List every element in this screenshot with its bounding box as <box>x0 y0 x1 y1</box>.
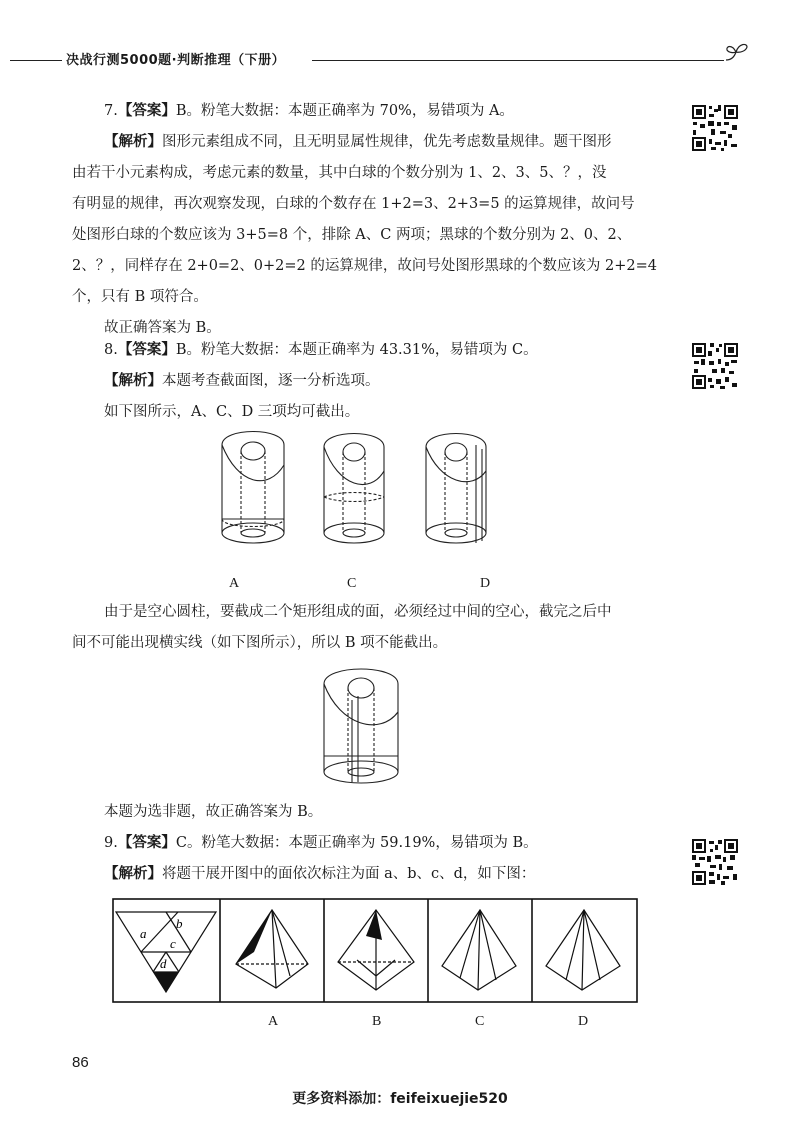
q7-analysis-line-5: 2、？，同样存在 2+0=2、0+2=2 的运算规律，故问号处图形黑球的个数应该为 2+2=4 <box>72 258 657 274</box>
cylinder-figure-a <box>222 432 284 544</box>
q7-analysis-line-3: 有明显的规律，再次观察发现，白球的个数存在 1+2=3、2+3=5 的运算规律，故问号 <box>72 196 635 212</box>
net-label-d: d <box>160 956 167 971</box>
qr-code-icon <box>691 104 739 152</box>
figure-label-c: C <box>347 576 357 591</box>
q7-answer-line <box>104 103 514 119</box>
pyramid-option-c <box>442 910 516 990</box>
q8-number: 8. <box>104 342 118 358</box>
option-label-c: C <box>475 1014 485 1029</box>
qr-code-icon <box>691 342 739 390</box>
q8-figure-caption: 如下图所示，A、C、D 三项均可截出。 <box>104 404 360 420</box>
q9-answer-text: C。粉笔大数据：本题正确率为 59.19%，易错项为 B。 <box>175 835 538 851</box>
cylinder-figure-d <box>426 434 486 544</box>
sprout-icon <box>722 38 752 64</box>
q7-conclusion: 故正确答案为 B。 <box>104 320 221 336</box>
cylinder-figure-c <box>324 434 384 544</box>
figure-label-a: A <box>229 576 240 591</box>
net-black-face <box>153 972 179 992</box>
running-header: 决战行测5000题·判断推理（下册） <box>66 53 286 68</box>
q7-answer-text: B。粉笔大数据：本题正确率为 70%，易错项为 A。 <box>175 103 514 119</box>
q9-analysis-text: 将题干展开图中的面依次标注为面 a、b、c、d，如下图： <box>162 866 536 882</box>
q7-analysis-line-6: 个，只有 B 项符合。 <box>72 289 208 305</box>
q8-analysis-text: 本题考查截面图，逐一分析选项。 <box>162 373 380 389</box>
figure-label-d: D <box>480 576 491 591</box>
page-number: 86 <box>72 1054 89 1071</box>
q8-analysis-tag: 【解析】 <box>104 373 162 389</box>
q7-analysis-line-4: 处图形白球的个数应该为 3+5=8 个，排除 A、C 两项；黑球的个数分别为 2、0、2、 <box>72 227 632 243</box>
header-rule-left <box>10 60 62 61</box>
q7-analysis-text: 图形元素组成不同，且无明显属性规律，优先考虑数量规律。题干图形 <box>162 134 612 150</box>
q9-analysis-tag: 【解析】 <box>104 866 162 882</box>
q8-explain-line-2: 间不可能出现横实线（如下图所示），所以 B 项不能截出。 <box>72 635 448 651</box>
net-label-c: c <box>170 936 176 951</box>
q8-answer-tag: 【答案】 <box>117 342 176 358</box>
q9-analysis-line <box>104 866 535 882</box>
q9-answer-line <box>104 835 538 851</box>
pyramid-option-d <box>546 910 620 990</box>
q9-number: 9. <box>104 835 118 851</box>
q8-cylinder-figures <box>208 425 528 585</box>
q7-analysis-line-2: 由若干小元素构成，考虑元素的数量，其中白球的个数分别为 1、2、3、5、？，没 <box>72 165 607 181</box>
q8-answer-text: B。粉笔大数据：本题正确率为 43.31%，易错项为 C。 <box>175 342 538 358</box>
q8-conclusion: 本题为选非题，故正确答案为 B。 <box>104 804 323 820</box>
net-label-a: a <box>140 926 147 941</box>
q7-answer-tag: 【答案】 <box>117 103 176 119</box>
qr-code-icon <box>691 838 739 886</box>
q8-explain-line-1: 由于是空心圆柱，要截成二个矩形组成的面，必须经过中间的空心，截完之后中 <box>104 604 612 620</box>
q8-answer-line <box>104 342 538 358</box>
net-label-b: b <box>176 916 183 931</box>
q9-answer-tag: 【答案】 <box>117 835 176 851</box>
q8-analysis-line <box>104 373 380 389</box>
option-label-b: B <box>372 1014 382 1029</box>
q7-number: 7. <box>104 103 118 119</box>
option-label-a: A <box>268 1014 279 1029</box>
header-rule-right <box>312 60 724 61</box>
footer-note: 更多资料添加：feifeixuejie520 <box>292 1091 508 1107</box>
option-label-d: D <box>578 1014 589 1029</box>
q7-analysis-tag: 【解析】 <box>104 134 162 150</box>
q7-analysis-line-1 <box>104 134 612 150</box>
q9-figure-strip <box>112 898 642 1004</box>
q8-cylinder-figure-b <box>312 660 422 796</box>
